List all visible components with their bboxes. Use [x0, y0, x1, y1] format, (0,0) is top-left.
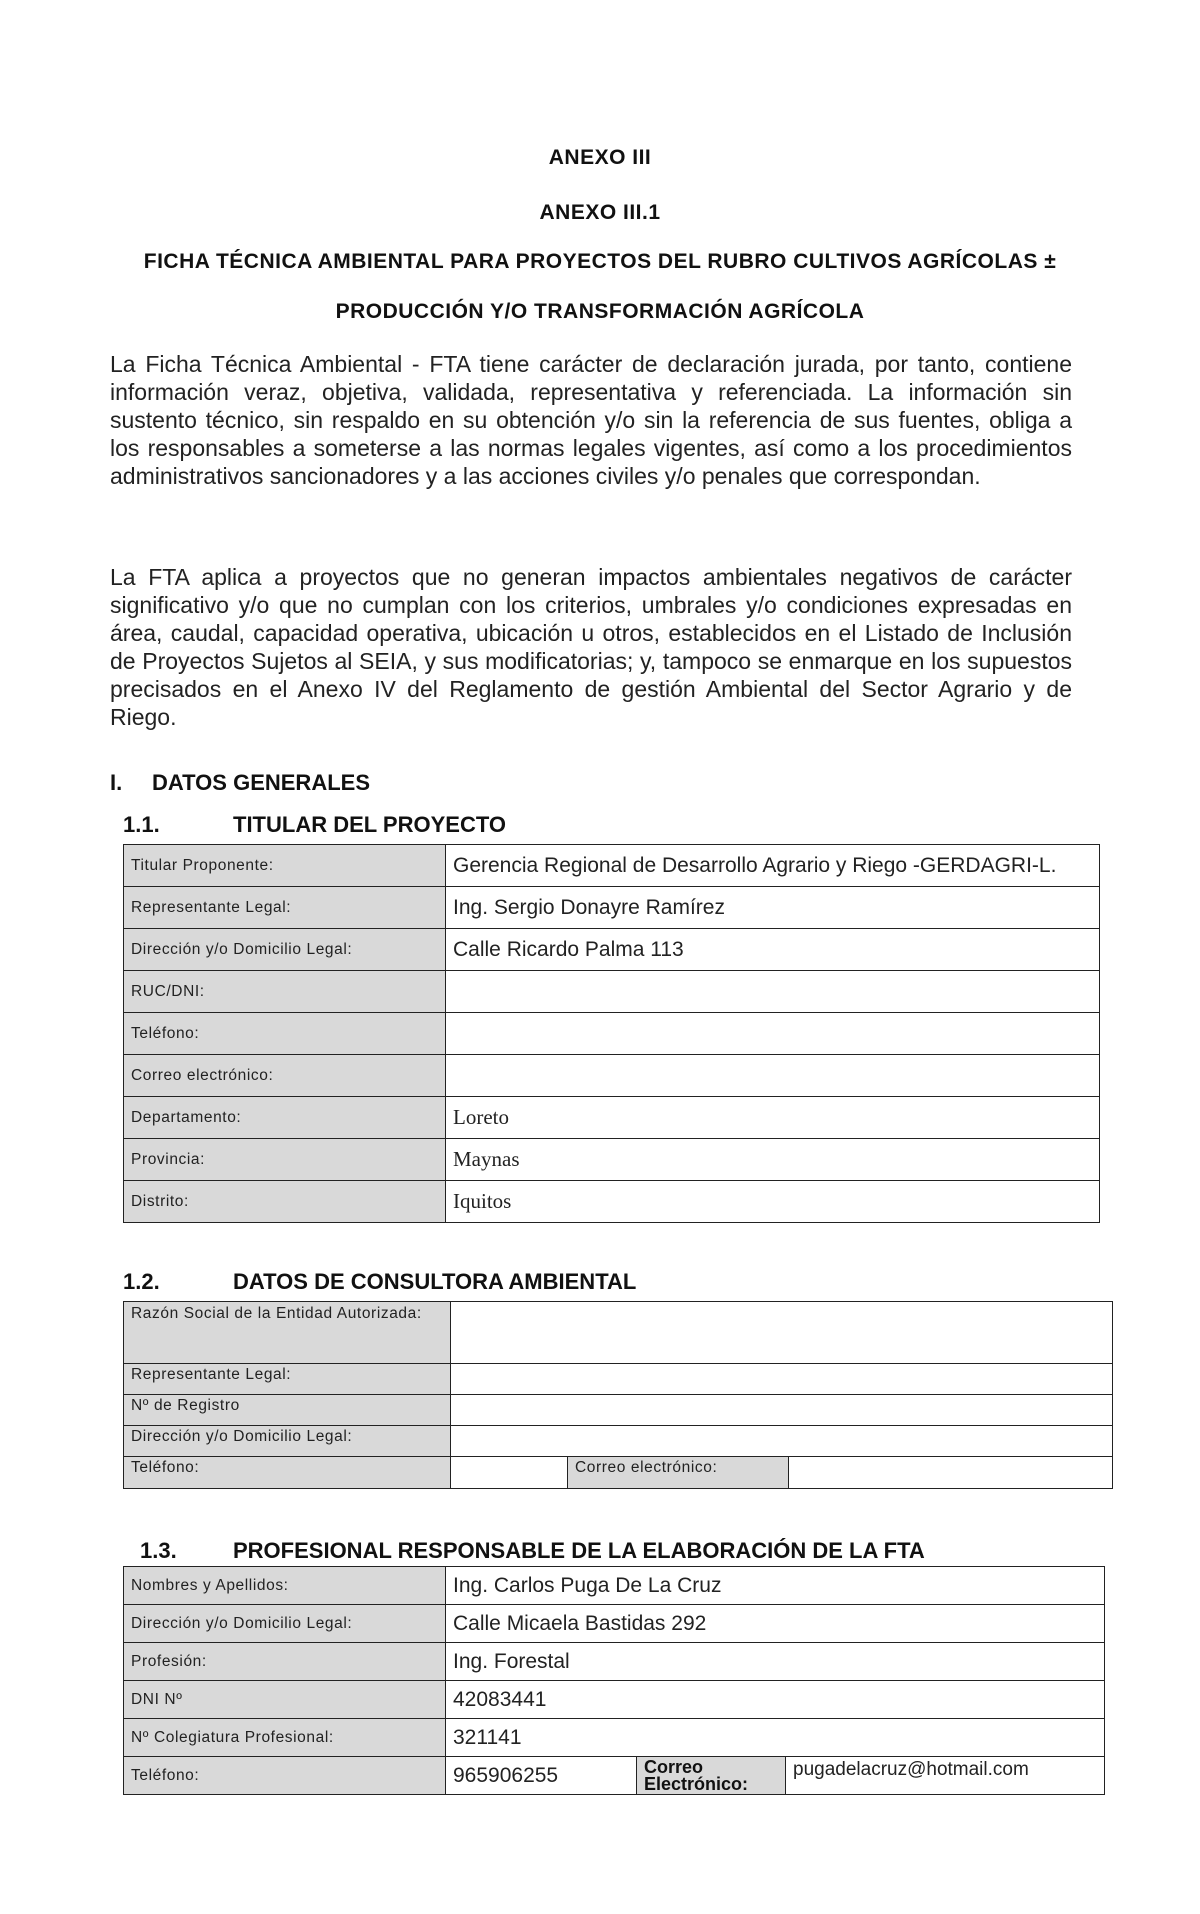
- row-value: [446, 1055, 1100, 1097]
- table-row: [124, 1681, 1105, 1719]
- table-row: [124, 1395, 1113, 1426]
- profesional-table: [123, 1566, 1105, 1795]
- row-label: Provincia:: [124, 1139, 446, 1181]
- subsection-number: 1.2.: [123, 1269, 160, 1294]
- table-row: [124, 1567, 1105, 1605]
- table-row: [124, 929, 1100, 971]
- titular-table: [123, 844, 1100, 1223]
- row-label: Correo electrónico:: [124, 1055, 446, 1097]
- row-value: Calle Micaela Bastidas 292: [446, 1605, 1105, 1643]
- annex-subtitle: ANEXO III.1: [539, 201, 661, 224]
- row-value: [446, 971, 1100, 1013]
- document-title-line1: FICHA TÉCNICA AMBIENTAL PARA PROYECTOS DEL RUBRO CULTIVOS AGRÍCOLAS ±: [143, 250, 1057, 273]
- row-label: Nº de Registro: [124, 1395, 451, 1426]
- table-row: [124, 1605, 1105, 1643]
- row-value: [451, 1364, 1113, 1395]
- subsection-number: 1.3.: [140, 1538, 177, 1563]
- row-label: Representante Legal:: [124, 1364, 451, 1395]
- row-value: Gerencia Regional de Desarrollo Agrario y Riego -GERDAGRI-L.: [446, 845, 1100, 887]
- row-value: Calle Ricardo Palma 113: [446, 929, 1100, 971]
- table-row: [124, 845, 1100, 887]
- row-label: Dirección y/o Domicilio Legal:: [124, 929, 446, 971]
- row-label: RUC/DNI:: [124, 971, 446, 1013]
- row-value: Maynas: [446, 1139, 1100, 1181]
- row-label: Correo Electrónico:: [637, 1757, 786, 1795]
- row-label: Teléfono:: [124, 1013, 446, 1055]
- table-row: [124, 1181, 1100, 1223]
- table-row: [124, 1097, 1100, 1139]
- row-label: Nº Colegiatura Profesional:: [124, 1719, 446, 1757]
- row-value: Ing. Forestal: [446, 1643, 1105, 1681]
- table-row: [124, 1643, 1105, 1681]
- row-value: 321141: [446, 1719, 1105, 1757]
- table-row: [124, 1013, 1100, 1055]
- row-label: Dirección y/o Domicilio Legal:: [124, 1605, 446, 1643]
- row-value: Ing. Carlos Puga De La Cruz: [446, 1567, 1105, 1605]
- row-label: Razón Social de la Entidad Autorizada:: [124, 1302, 451, 1364]
- table-row: [124, 1055, 1100, 1097]
- subsection-heading-profesional: [140, 1538, 925, 1564]
- section-number: I.: [110, 770, 123, 795]
- row-value: [451, 1457, 568, 1489]
- row-label: Correo electrónico:: [568, 1457, 789, 1489]
- intro-paragraph-1: La Ficha Técnica Ambiental - FTA tiene carácter de declaración jurada, por tanto, contiene información veraz, objetiva, validada, representativa y referenciada. La información sin sustento técnico, sin respaldo en su obtención y/o sin la referencia de sus fuentes, obliga a los responsables a someterse a las normas legales vigentes, así como a los procedimientos administrativos sancionadores y a las acciones civiles y/o penales que correspondan.: [110, 351, 1072, 489]
- subsection-heading-consultora: [123, 1269, 636, 1295]
- row-label: Nombres y Apellidos:: [124, 1567, 446, 1605]
- row-label: Distrito:: [124, 1181, 446, 1223]
- row-value: [451, 1426, 1113, 1457]
- table-row: [124, 887, 1100, 929]
- row-value: [451, 1302, 1113, 1364]
- row-value: Iquitos: [446, 1181, 1100, 1223]
- row-value: Loreto: [446, 1097, 1100, 1139]
- row-label: Departamento:: [124, 1097, 446, 1139]
- row-label: Profesión:: [124, 1643, 446, 1681]
- subsection-title: DATOS DE CONSULTORA AMBIENTAL: [233, 1269, 637, 1294]
- row-value: [451, 1395, 1113, 1426]
- row-value: [446, 1013, 1100, 1055]
- row-label: Teléfono:: [124, 1757, 446, 1795]
- intro-paragraph-2: La FTA aplica a proyectos que no generan impactos ambientales negativos de carácter significativo y/o que no cumplan con los criterios, umbrales y/o condiciones expresadas en área, caudal, capacidad operativa, ubicación u otros, establecidos en el Listado de Inclusión de Proyectos Sujetos al SEIA, y sus modificatorias; y, tampoco se enmarque en los supuestos precisados en el Anexo IV del Reglamento de gestión Ambiental del Sector Agrario y de Riego.: [110, 564, 1072, 730]
- row-value: [789, 1457, 1113, 1489]
- row-value: 965906255: [446, 1757, 637, 1795]
- table-row: [124, 1457, 1113, 1489]
- table-row: [124, 1426, 1113, 1457]
- subsection-number: 1.1.: [123, 812, 160, 837]
- subsection-heading-titular: [123, 812, 506, 838]
- table-row: [124, 1302, 1113, 1364]
- consultora-table: [123, 1301, 1113, 1489]
- table-row: [124, 1364, 1113, 1395]
- row-value: Ing. Sergio Donayre Ramírez: [446, 887, 1100, 929]
- table-row: [124, 1719, 1105, 1757]
- section-title: DATOS GENERALES: [152, 770, 370, 795]
- row-label: Dirección y/o Domicilio Legal:: [124, 1426, 451, 1457]
- table-row: [124, 1139, 1100, 1181]
- row-label: Titular Proponente:: [124, 845, 446, 887]
- row-value: pugadelacruz@hotmail.com: [786, 1757, 1105, 1795]
- table-row: [124, 971, 1100, 1013]
- row-label: DNI Nº: [124, 1681, 446, 1719]
- document-title-line2: PRODUCCIÓN Y/O TRANSFORMACIÓN AGRÍCOLA: [335, 300, 865, 323]
- section-heading: [110, 770, 370, 796]
- row-label: Representante Legal:: [124, 887, 446, 929]
- annex-title: ANEXO III: [548, 146, 652, 169]
- row-value: 42083441: [446, 1681, 1105, 1719]
- subsection-title: PROFESIONAL RESPONSABLE DE LA ELABORACIÓN DE LA FTA: [233, 1538, 925, 1563]
- subsection-title: TITULAR DEL PROYECTO: [233, 812, 506, 837]
- table-row: [124, 1757, 1105, 1795]
- row-label: Teléfono:: [124, 1457, 451, 1489]
